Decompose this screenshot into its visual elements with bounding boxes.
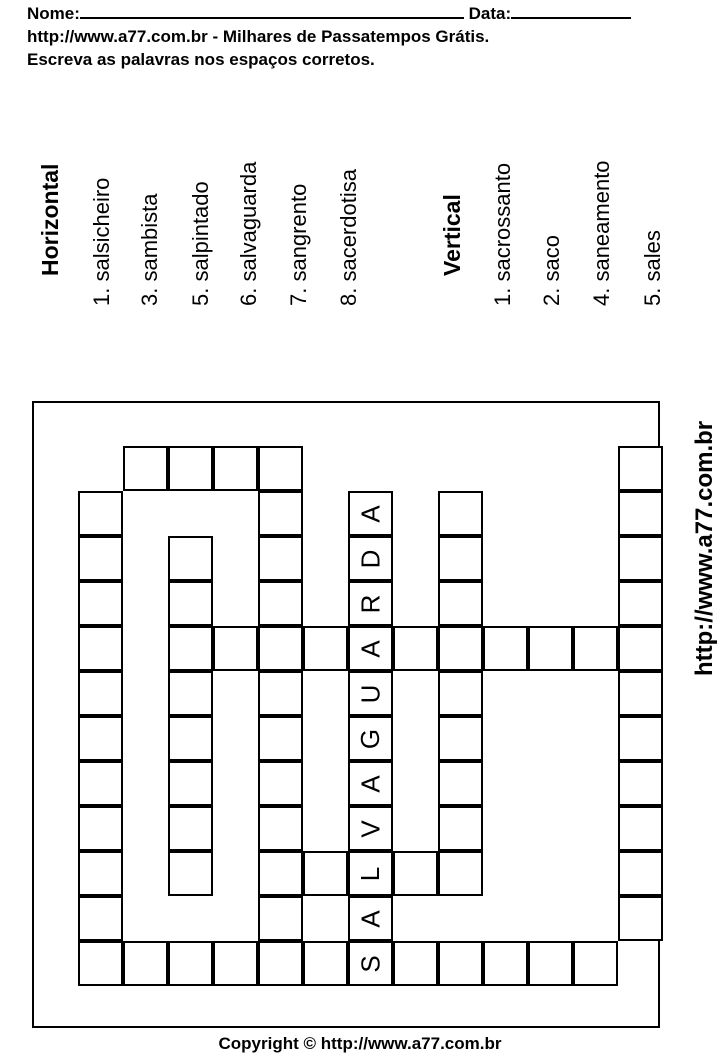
filled-letter-text: S [355,954,386,973]
crossword-cell[interactable] [258,896,303,941]
crossword-cell[interactable] [618,716,663,761]
crossword-cell[interactable] [618,581,663,626]
crossword-cell[interactable] [78,716,123,761]
crossword-cell[interactable] [618,536,663,581]
crossword-cell[interactable] [393,626,438,671]
vertical-title: Vertical [439,194,465,276]
crossword-cell[interactable] [483,941,528,986]
filled-letter [348,536,393,581]
crossword-cell[interactable] [258,671,303,716]
filled-letter-text: A [355,504,386,523]
crossword-cell[interactable] [213,626,258,671]
crossword-cell[interactable] [438,716,483,761]
name-label: Nome: [27,4,80,23]
filled-letter [348,671,393,716]
crossword-cell[interactable] [168,536,213,581]
horizontal-clue: 6. salvaguarda [236,161,261,306]
crossword-cell[interactable] [438,761,483,806]
crossword-cell[interactable] [573,626,618,671]
crossword-cell[interactable] [168,716,213,761]
horizontal-title: Horizontal [37,163,63,276]
crossword-cell[interactable] [618,806,663,851]
crossword-cell[interactable] [258,446,303,491]
crossword-cell[interactable] [393,941,438,986]
crossword-cell[interactable] [168,671,213,716]
crossword-cell[interactable] [618,446,663,491]
crossword-cell[interactable] [258,851,303,896]
crossword-cell[interactable] [618,761,663,806]
filled-letter-text: A [355,774,386,793]
filled-letter [348,716,393,761]
crossword-cell[interactable] [78,581,123,626]
crossword-cell[interactable] [168,581,213,626]
crossword-cell[interactable] [78,626,123,671]
crossword-cell[interactable] [258,716,303,761]
filled-letter [348,806,393,851]
crossword-cell[interactable] [78,761,123,806]
crossword-cell[interactable] [168,626,213,671]
filled-letter [348,581,393,626]
crossword-cell[interactable] [168,851,213,896]
crossword-cell[interactable] [303,941,348,986]
crossword-cell[interactable] [528,941,573,986]
vertical-clue: 5. sales [640,230,665,306]
crossword-cell[interactable] [258,941,303,986]
crossword-cell[interactable] [168,761,213,806]
crossword-cell[interactable] [78,896,123,941]
horizontal-clue: 7. sangrento [286,183,311,306]
crossword-cell[interactable] [618,671,663,716]
crossword-cell[interactable] [258,536,303,581]
crossword-cell[interactable] [123,446,168,491]
crossword-cell[interactable] [258,761,303,806]
crossword-cell[interactable] [78,491,123,536]
crossword-cell[interactable] [78,851,123,896]
crossword-cell[interactable] [438,806,483,851]
vertical-clue: 1. sacrossanto [490,162,515,306]
crossword-cell[interactable] [78,806,123,851]
crossword-cell[interactable] [438,671,483,716]
crossword-cell[interactable] [258,626,303,671]
crossword-cell[interactable] [168,941,213,986]
crossword-cell[interactable] [618,491,663,536]
crossword-cell[interactable] [258,491,303,536]
crossword-cell[interactable] [618,851,663,896]
horizontal-clue: 3. sambista [137,193,162,306]
filled-letter-text: G [355,728,386,749]
horizontal-clue: 5. salpintado [188,181,213,306]
filled-letter-text: R [355,594,386,613]
side-url: http://www.a77.com.br [691,420,718,676]
crossword-cell[interactable] [393,851,438,896]
crossword-cell[interactable] [618,896,663,941]
crossword-cell[interactable] [438,851,483,896]
filled-letter [348,491,393,536]
crossword-cell[interactable] [303,626,348,671]
vertical-clue: 4. saneamento [589,160,614,306]
crossword-cell[interactable] [258,806,303,851]
crossword-cell[interactable] [618,626,663,671]
copyright-footer: Copyright © http://www.a77.com.br [218,1034,502,1053]
filled-letter [348,941,393,986]
vertical-clue: 2. saco [539,235,564,306]
filled-letter-text: L [355,866,386,881]
site-line: http://www.a77.com.br - Milhares de Passatempos Grátis. [27,27,490,46]
crossword-cell[interactable] [528,626,573,671]
filled-letter-text: U [355,684,386,703]
crossword-cell[interactable] [123,941,168,986]
filled-letter-text: V [355,819,386,838]
filled-letter [348,896,393,941]
horizontal-clue: 1. salsicheiro [89,177,114,306]
crossword-cell[interactable] [438,941,483,986]
filled-letter [348,851,393,896]
filled-letter-text: D [355,549,386,568]
crossword-cell[interactable] [258,581,303,626]
instructions: Escreva as palavras nos espaços corretos. [27,50,375,69]
filled-letter [348,626,393,671]
crossword-cell[interactable] [213,941,258,986]
crossword-cell[interactable] [438,581,483,626]
crossword-cell[interactable] [78,941,123,986]
crossword-cell[interactable] [303,851,348,896]
crossword-cell[interactable] [213,446,258,491]
filled-letter-text: A [355,909,386,928]
crossword-cell[interactable] [438,491,483,536]
crossword-cell[interactable] [78,536,123,581]
crossword-cell[interactable] [78,671,123,716]
crossword-cell[interactable] [168,446,213,491]
crossword-cell[interactable] [438,536,483,581]
crossword-cell[interactable] [438,626,483,671]
horizontal-clue: 8. sacerdotisa [336,169,361,306]
filled-letter-text: A [355,639,386,658]
filled-letter [348,761,393,806]
date-label: Data: [468,4,512,23]
crossword-cell[interactable] [168,806,213,851]
crossword-cell[interactable] [573,941,618,986]
crossword-cell[interactable] [483,626,528,671]
